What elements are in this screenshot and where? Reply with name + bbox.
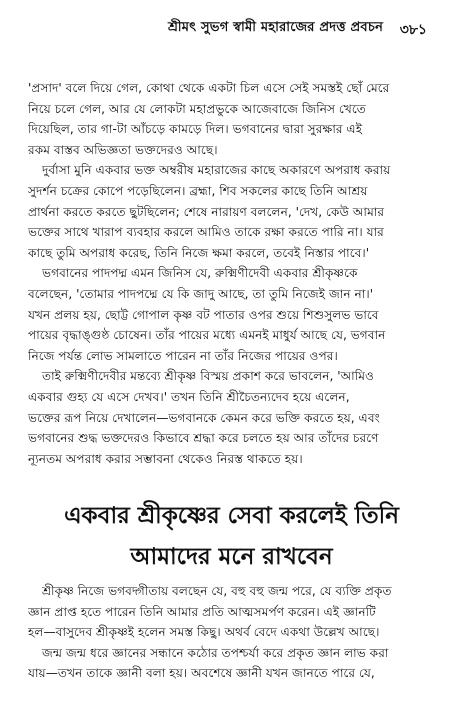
text-line: জন্ম জন্ম ধরে জ্ঞানের সন্ধানে কঠোর তপশ্চর্যা করে প্রকৃত জ্ঞান লাভ করা xyxy=(42,645,389,660)
section-heading-line: আমাদের মনে রাখবেন xyxy=(130,544,333,570)
body-text-bottom xyxy=(28,581,434,684)
text-line: যখন প্রলয় হয়, ছোট্ট গোপাল কৃষ্ণ বট পাতার ওপর শুয়ে শিশুসুলভ ভাবে xyxy=(28,307,379,322)
text-line: ভক্তের রূপ নিয়ে দেখালেন—ভগবানকে কেমন করে ভক্তি করতে হয়, এবং xyxy=(28,410,380,425)
text-line: দিয়েছিল, তার গা-টা আঁচড়ে কামড়ে দিল। ভগবানের দ্বারা সুরক্ষার এই xyxy=(28,122,363,137)
text-line: ন্যূনতম অপরাধ করার সম্ভাবনা থেকেও নিরস্ত থাকতে হয়। xyxy=(28,451,303,466)
text-line: জ্ঞান প্রাপ্ত হতে পারেন তিনি আমার প্রতি আত্মসমর্পণ করেন। এই জ্ঞানটি xyxy=(28,604,376,619)
text-line: শ্রীকৃষ্ণ নিজে ভগবদ্গীতায় বলছেন যে, বহু বহু জন্ম পরে, যে ব্যক্তি প্রকৃত xyxy=(42,584,392,598)
section-heading xyxy=(0,496,463,578)
header-title: শ্রীমৎ সুভগ স্বামী মহারাজের প্রদত্ত প্রবচন xyxy=(168,20,384,35)
text-line: একবার গুহ্য যে এসে দেখব।' তখন তিনি শ্রীচৈতন্যদেব হয়ে এলেন, xyxy=(28,389,350,404)
text-line: ভগবানের পাদপদ্ম এমন জিনিস যে, রুক্মিণীদেবী একবার শ্রীকৃষ্ণকে xyxy=(42,266,358,281)
text-line: সুদর্শন চক্রের কোপে পড়েছিলেন। ব্রহ্মা, শিব সকলের কাছে তিনি আশ্রয় xyxy=(28,183,368,198)
text-line: প্রার্থনা করতে করতে ছুটছিলেন; শেষে নারায়ণ বললেন, 'দেখ, কেউ আমার xyxy=(28,204,385,219)
text-line: রকম বাস্তব অভিজ্ঞতা ভক্তদেরও আছে। xyxy=(28,142,218,157)
text-line: যায়—তখন তাকে জ্ঞানী বলা হয়। অবশেষে জ্ঞানী যখন জানতে পারে যে, xyxy=(28,666,375,681)
text-line: পায়ের বৃদ্ধাঙ্গুষ্ঠ চোষেন। তাঁর পায়ের মধ্যে এমনই মাধুর্য আছে যে, ভগবান xyxy=(28,328,386,343)
text-line: কাছে তুমি অপরাধ করেছ, তিনি নিজে ক্ষমা করলে, তবেই নিস্তার পাবে।' xyxy=(28,245,370,260)
running-header xyxy=(0,18,463,40)
text-line: হল—বাসুদেব শ্রীকৃষ্ণই হলেন সমস্ত কিছু। অথর্ব বেদে একথা উল্লেখ আছে। xyxy=(28,625,380,640)
text-line: বলেছেন, 'তোমার পাদপদ্মে যে কি জাদু আছে, তা তুমি নিজেই জান না।' xyxy=(28,286,374,301)
page-number: ৩৮১ xyxy=(399,22,427,38)
text-line: ভক্তের সাথে খারাপ ব্যবহার করলে আমিও তাকে রক্ষা করতে পারি না। যার xyxy=(28,225,384,240)
text-line: ভগবানের শুদ্ধ ভক্তদেরও কিভাবে শ্রদ্ধা করে চলতে হয় আর তাঁদের চরণে xyxy=(28,431,379,446)
section-heading-line: একবার শ্রীকৃষ্ণের সেবা করলেই তিনি xyxy=(64,503,399,529)
text-line: নিয়ে চলে গেল, আর যে লোকটা মহাপ্রভুকে আজেবাজে জিনিস খেতে xyxy=(28,101,366,116)
text-line: দুর্বাসা মুনি একবার ভক্ত অম্বরীষ মহারাজের কাছে অকারণে অপরাধ করায় xyxy=(42,163,391,178)
text-line: তাই রুক্মিণীদেবীর মন্তব্যে শ্রীকৃষ্ণ বিস্ময় প্রকাশ করে ভাবলেন, 'আমিও xyxy=(42,369,375,384)
text-line: নিজে পর্যন্ত লোভ সামলাতে পারেন না তাঁর নিজের পায়ের ওপর। xyxy=(28,348,338,363)
body-text-top xyxy=(28,78,434,469)
text-line: 'প্রসাদ' বলে দিয়ে গেল, কোথা থেকে একটা চিল এসে সেই সমস্তই ছোঁ মেরে xyxy=(28,81,390,95)
